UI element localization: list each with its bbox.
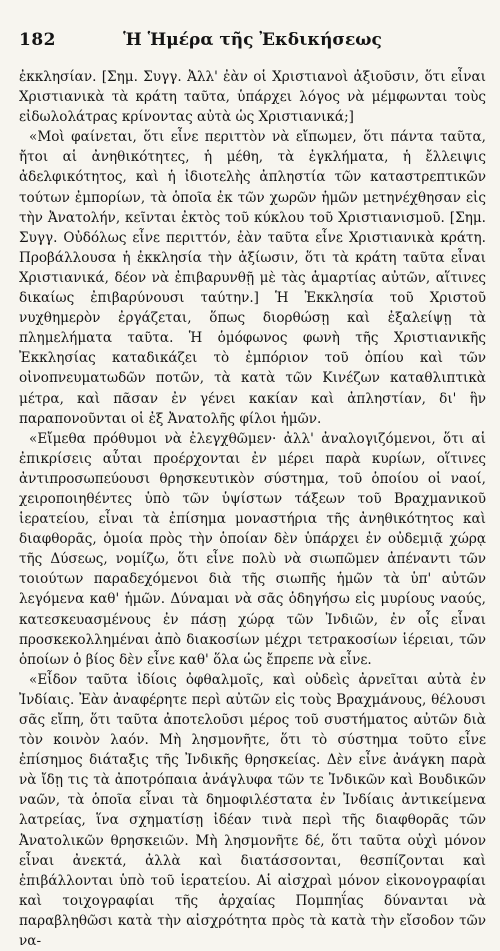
page-number: 182 [19, 30, 56, 50]
running-title: Ἡ Ἡμέρα τῆς Ἐκδικήσεως [123, 30, 382, 50]
body-text [19, 67, 486, 951]
page-header [19, 30, 486, 58]
paragraph: «Μοὶ φαίνεται, ὅτι εἶνε περιττὸν νὰ εἴπωμεν, ὅτι πάντα ταῦτα, ἤτοι αἱ ἀνηθικότητες, ἡ μέθη, τὰ ἐγκλήματα, ἡ ἔλλειψις ἀδελφικότητος, καὶ ἡ ἰδιοτελὴς ἀπληστία τῶν καταστρεπτικῶν τούτων ἐμπορίων, τὰ ὁποῖα ἐκ τῶν χωρῶν ἡμῶν μετηνέχθησαν εἰς τὴν Ἀνατολήν, κεῖνται ἐκτὸς τοῦ κύκλου τοῦ Χριστιανισμοῦ. [Σημ. Συγγ. Οὐδόλως εἶνε περιττόν, ἐὰν ταῦτα εἶνε Χριστιανικὰ κράτη. Προβάλλουσα ἡ ἐκκλησία τὴν ἀξίωσιν, ὅτι τὰ κράτη ταῦτα εἶναι Χριστιανικά, δέον νὰ ἐπιβαρυνθῇ μὲ τὰς ἁμαρτίας αὐτῶν, αἵτινες δικαίως ἐπιβαρύνουσι ταύτην.] Ἡ Ἐκκλησία τοῦ Χριστοῦ νυχθημερὸν ἐργάζεται, ὅπως διορθώσῃ καὶ ἐξαλείψῃ τὰ πλημελήματα ταῦτα. Ἡ ὁμόφωνος φωνὴ τῆς Χριστιανικῆς Ἐκκλησίας καταδικάζει τὸ ἐμπόριον τοῦ ὀπίου καὶ τῶν οἰνοπνευματωδῶν ποτῶν, τὰ κατὰ τῶν Κινέζων καταθλιπτικὰ μέτρα, καὶ πᾶσαν ἐν γένει κακίαν καὶ ἀπληστίαν, δι' ἣν παραπονοῦνται οἱ ἐξ Ἀνατολῆς φίλοι ἡμῶν. [19, 129, 486, 427]
paragraph: ἐκκλησίαν. [Σημ. Συγγ. Ἀλλ' ἐὰν οἱ Χριστιανοὶ ἀξιοῦσιν, ὅτι εἶναι Χριστιανικὰ τὰ κράτη ταῦτα, ὑπάρχει λόγος νὰ μέμφωνται τοὺς εἰδωλολάτρας κρίνοντας αὐτὰ ὡς Χριστιανικά;] [19, 69, 486, 126]
paragraph: «Εἶδον ταῦτα ἰδίοις ὀφθαλμοῖς, καὶ οὐδεὶς ἀρνεῖται αὐτὰ ἐν Ἰνδίαις. Ἐὰν ἀναφέρητε περὶ αὐτῶν εἰς τοὺς Βραχμάνους, θέλουσι σᾶς εἴπη, ὅτι ταῦτα ἀποτελοῦσι μέρος τοῦ συστήματος αὐτῶν διὰ τὸν κοινὸν λαόν. Μὴ λησμονῆτε, ὅτι τὸ σύστημα τοῦτο εἶνε ἐπίσημος διάταξις τῆς Ἰνδικῆς θρησκείας. Δὲν εἶνε ἀνάγκη παρὰ νὰ ἴδῃ τις τὰ ἀποτρόπαια ἀνάγλυφα τῶν τε Ἰνδικῶν καὶ Βουδικῶν ναῶν, τὰ ὁποῖα εἶναι τὰ δημοφιλέστατα ἐν Ἰνδίαις ἀντικείμενα λατρείας, ἵνα σχηματίσῃ ἰδέαν τινὰ περὶ τῆς διαφθορᾶς τῶν Ἀνατολικῶν θρησκειῶν. Μὴ λησμονῆτε δέ, ὅτι ταῦτα οὐχὶ μόνον εἶναι ἀνεκτά, ἀλλὰ καὶ διατάσσονται, θεσπίζονται καὶ ἐπιβάλλονται ὑπὸ τοῦ ἱερατείου. Αἱ αἰσχραὶ μόνον εἰκονογραφίαι καὶ τοιχογραφίαι τῆς ἀρχαίας Πομπηΐας δύνανται νὰ παραβληθῶσι κατὰ τὴν αἰσχρότητα πρὸς τὰ κατὰ τὴν εἴσοδον τῶν να- [19, 671, 486, 950]
paragraph: «Εἴμεθα πρόθυμοι νὰ ἐλεγχθῶμεν· ἀλλ' ἀναλογιζόμενοι, ὅτι αἱ ἐπικρίσεις αὗται προέρχονται ἐν μέρει παρὰ κυρίων, οἵτινες ἀντιπροσωπεύουσι θρησκευτικὸν σύστημα, τοῦ ὁποίου οἱ ναοί, χειροποιηθέντες ὑπὸ τῶν ὑψίστων τάξεων τοῦ Βραχμανικοῦ ἱερατείου, εἶναι τὰ ἐπίσημα μοναστήρια τῆς ἀνηθικότητος καὶ διαφθορᾶς, ὁμοία πρὸς τὴν ὁποίαν δὲν ὑπάρχει ἐν οὐδεμιᾷ χώρᾳ τῆς Δύσεως, νομίζω, ὅτι εἶνε πολὺ νὰ σιωπῶμεν ἀπέναντι τῶν τοιούτων παραδεχόμενοι διὰ τῆς σιωπῆς ἡμῶν τὰ ὑπ' αὐτῶν λεγόμενα καθ' ἡμῶν. Δύναμαι νὰ σᾶς ὁδηγήσω εἰς μυρίους ναούς, κατεσκευασμένους ἐν πάσῃ χώρᾳ τῶν Ἰνδιῶν, ἐν οἷς εἶναι προσκεκολλημέναι ἀπὸ διακοσίων μέχρι τετρακοσίων ἱέρειαι, τῶν ὁποίων ὁ βίος δὲν εἶνε καθ' ὅλα ὡς ἔπρεπε νὰ εἶνε. [19, 430, 486, 668]
